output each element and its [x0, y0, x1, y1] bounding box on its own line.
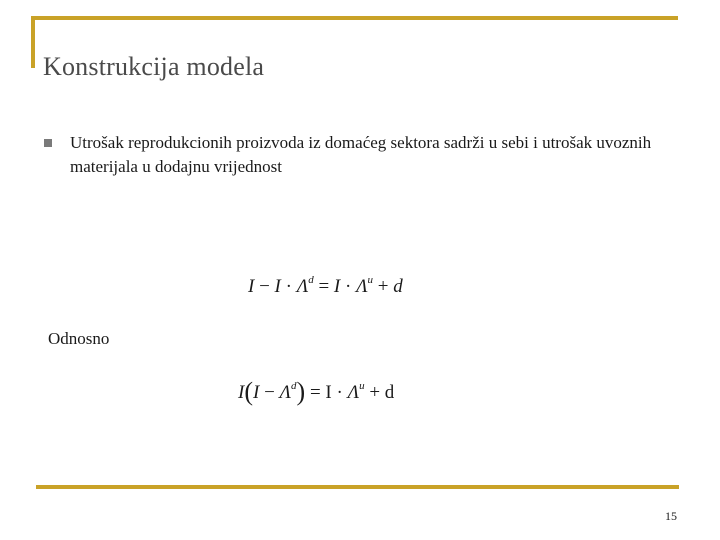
eq1-dot: · — [340, 276, 357, 297]
eq2-right-paren: ) — [296, 377, 306, 406]
eq1-dot: · — [280, 276, 297, 297]
eq2-superscript-d: d — [291, 380, 297, 392]
eq2-minus: − — [259, 382, 280, 403]
eq1-equals: = — [313, 276, 334, 297]
eq2-left-paren: ( — [244, 377, 253, 406]
eq2-lambda: Λ — [347, 382, 360, 403]
eq1-minus: − — [254, 276, 275, 297]
eq2-equals: = — [305, 382, 326, 403]
eq2-lambda: Λ — [279, 382, 292, 403]
connector-text: Odnosno — [48, 329, 110, 348]
eq1-i: I — [333, 276, 341, 297]
eq1-superscript-d: d — [308, 274, 314, 286]
eq2-d: d — [384, 382, 395, 403]
frame-top-rule — [31, 16, 678, 20]
eq2-plus: + — [364, 382, 385, 403]
bullet-square-icon — [44, 139, 52, 147]
eq2-i: I — [253, 382, 260, 403]
eq2-superscript-u: u — [359, 380, 365, 392]
frame-bottom-rule — [36, 485, 679, 489]
page-number: 15 — [665, 509, 677, 523]
equation-1 — [248, 274, 403, 298]
eq2-i-upright: I — [325, 382, 332, 403]
eq2-i: I — [238, 382, 245, 403]
eq1-d: d — [393, 276, 403, 297]
eq1-lambda: Λ — [296, 276, 309, 297]
eq1-lambda: Λ — [356, 276, 368, 297]
eq1-i: I — [274, 276, 281, 297]
bullet-text: Utrošak reprodukcionih proizvoda iz domaćeg sektora sadrži u sebi i utrošak uvoznih materijala u dodajnu vrijednost — [70, 133, 652, 176]
eq2-dot: · — [331, 382, 348, 403]
equation-2 — [238, 377, 394, 407]
eq1-i: I — [248, 276, 255, 297]
frame-left-rule — [31, 16, 35, 68]
eq1-plus: + — [373, 276, 394, 297]
slide-title: Konstrukcija modela — [43, 52, 265, 81]
eq1-superscript-u: u — [367, 274, 374, 286]
